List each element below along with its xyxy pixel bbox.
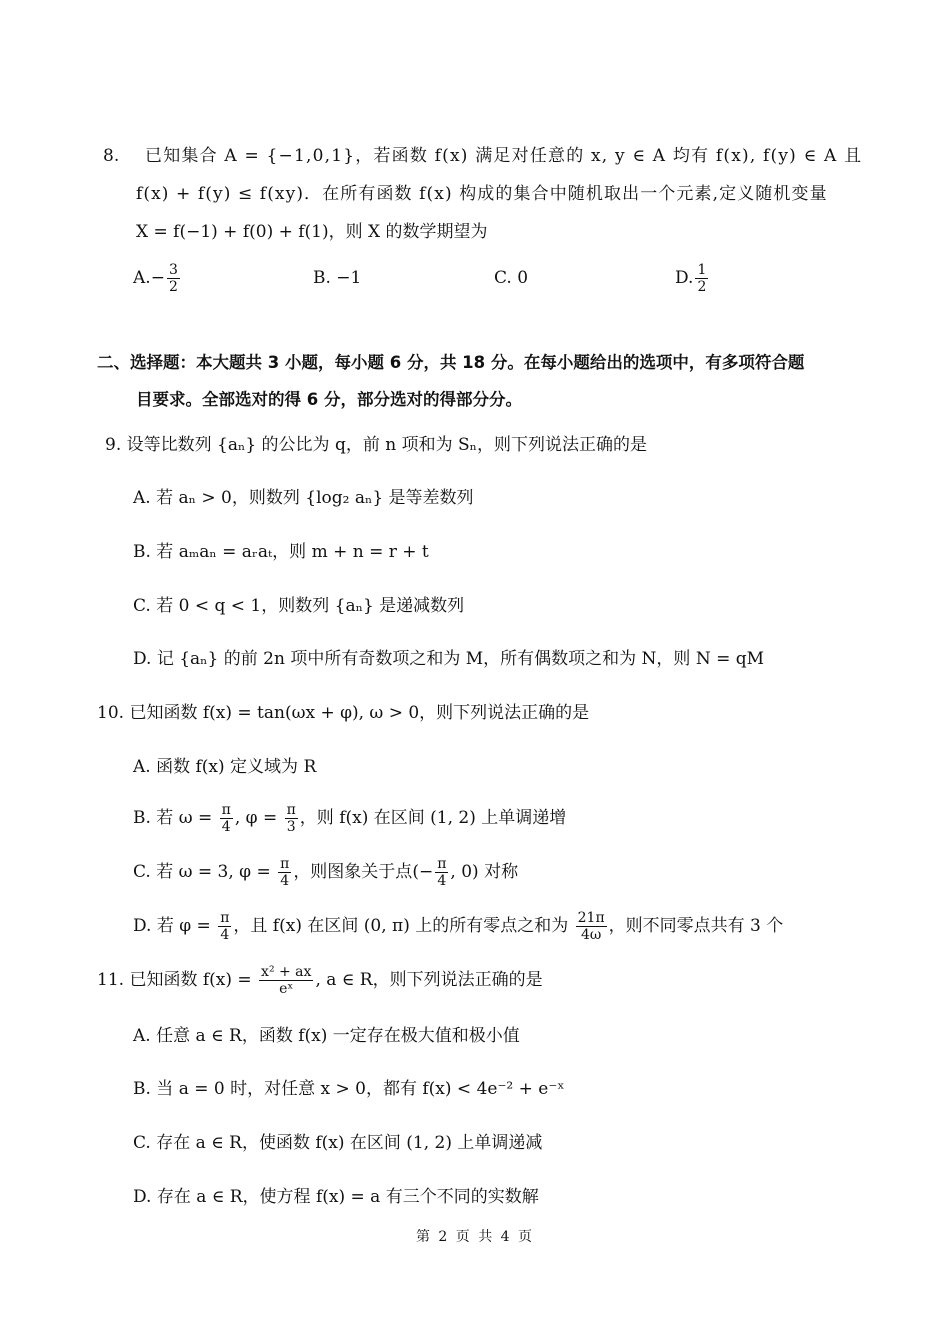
omega-fraction xyxy=(220,802,233,835)
frac-numerator: 21π xyxy=(577,910,605,926)
section2-heading-line2: 目要求。全部选对的得 6 分，部分选对的得部分分。 xyxy=(136,390,522,409)
frac-numerator: x² + ax xyxy=(261,964,312,980)
q11-option-b: B. 当 a = 0 时，对任意 x > 0，都有 f(x) < 4e⁻² + e⁻ˣ xyxy=(133,1079,565,1099)
q8-stem-line2: f(x) + f(y) ≤ f(xy)．在所有函数 f(x) 构成的集合中随机取出一个元素,定义随机变量 xyxy=(136,184,828,204)
frac-numerator: π xyxy=(286,802,296,818)
zero-sum-fraction xyxy=(576,910,607,943)
q8-option-a-label: A. xyxy=(133,268,151,288)
frac-denominator: 4ω xyxy=(580,927,602,943)
q10-option-c xyxy=(133,856,518,889)
frac-denominator: 2 xyxy=(697,279,707,295)
frac-denominator: 4 xyxy=(280,873,290,889)
q8-option-a-fraction xyxy=(167,262,180,295)
q10-option-d-pre: D. 若 φ = xyxy=(133,916,211,936)
q11-option-d: D. 存在 a ∈ R，使方程 f(x) = a 有三个不同的实数解 xyxy=(133,1187,539,1207)
page-footer: 第 2 页 共 4 页 xyxy=(415,1229,535,1245)
q8-option-d-fraction xyxy=(695,262,708,295)
q11-option-a: A. 任意 a ∈ R，函数 f(x) 一定存在极大值和极小值 xyxy=(133,1026,520,1046)
frac-numerator: π xyxy=(220,910,230,926)
q9-stem: 9. 设等比数列 {aₙ} 的公比为 q，前 n 项和为 Sₙ，则下列说法正确的是 xyxy=(105,435,647,455)
phi-fraction xyxy=(218,910,231,943)
q9-option-a: A. 若 aₙ > 0，则数列 {log₂ aₙ} 是等差数列 xyxy=(133,488,474,508)
q8-option-c: C. 0 xyxy=(494,268,529,288)
q10-option-b-pre: B. 若 ω = xyxy=(133,808,213,828)
q10-stem: 10. 已知函数 f(x) = tan(ωx + φ), ω > 0，则下列说法正确的是 xyxy=(97,703,590,723)
q8-option-d-label: D. xyxy=(675,268,694,288)
q11-stem xyxy=(97,964,543,997)
frac-numerator: 1 xyxy=(697,262,707,278)
point-fraction xyxy=(435,856,448,889)
point-open: (− xyxy=(412,862,434,882)
q10-option-b xyxy=(133,802,566,835)
q8-stem-line3: X = f(−1) + f(0) + f(1)，则 X 的数学期望为 xyxy=(136,222,488,242)
q8-stem-line1: 已知集合 A = {−1,0,1}，若函数 f(x) 满足对任意的 x, y ∈ A 均有 f(x), f(y) ∈ A 且 xyxy=(145,146,863,166)
q11-option-c: C. 存在 a ∈ R，使函数 f(x) 在区间 (1, 2) 上单调递减 xyxy=(133,1133,543,1153)
frac-denominator: 4 xyxy=(221,819,231,835)
q8-option-a-sign: − xyxy=(150,268,165,288)
q10-option-d-mid: ，且 f(x) 在区间 (0, π) 上的所有零点之和为 xyxy=(233,916,569,936)
q8-option-a xyxy=(133,262,182,295)
frac-denominator: 4 xyxy=(220,927,230,943)
q8-option-d xyxy=(675,262,710,295)
frac-denominator: 3 xyxy=(286,819,296,835)
q9-option-c: C. 若 0 < q < 1，则数列 {aₙ} 是递减数列 xyxy=(133,596,465,616)
phi-fraction xyxy=(278,856,291,889)
frac-numerator: π xyxy=(280,856,290,872)
frac-denominator: 2 xyxy=(168,279,178,295)
q11-stem-post: , a ∈ R，则下列说法正确的是 xyxy=(315,970,543,990)
q10-option-b-post: ，则 f(x) 在区间 (1, 2) 上单调递增 xyxy=(299,808,567,828)
q10-option-a: A. 函数 f(x) 定义域为 R xyxy=(133,757,317,777)
frac-numerator: π xyxy=(437,856,447,872)
frac-numerator: π xyxy=(221,802,231,818)
q10-option-d xyxy=(133,910,783,943)
q9-option-b: B. 若 aₘaₙ = aᵣaₜ，则 m + n = r + t xyxy=(133,542,429,562)
q10-option-c-post: 对称 xyxy=(484,862,519,882)
phi-fraction xyxy=(285,802,298,835)
point-close: , 0) xyxy=(450,862,479,882)
q10-option-d-post: ，则不同零点共有 3 个 xyxy=(608,916,784,936)
q10-option-b-mid: , φ = xyxy=(234,808,278,828)
q10-option-c-pre: C. 若 ω = 3, φ = xyxy=(133,862,271,882)
function-fraction xyxy=(259,964,313,997)
section2-heading-line1: 二、选择题：本大题共 3 小题，每小题 6 分，共 18 分。在每小题给出的选项中，有多项符合题 xyxy=(97,353,805,372)
frac-denominator: 4 xyxy=(437,873,447,889)
q9-option-d: D. 记 {aₙ} 的前 2n 项中所有奇数项之和为 M，所有偶数项之和为 N，则 N = qM xyxy=(133,649,765,669)
q8-option-b: B. −1 xyxy=(313,268,362,288)
q8-number: 8. xyxy=(103,146,120,166)
frac-numerator: 3 xyxy=(168,262,178,278)
q11-stem-pre: 11. 已知函数 f(x) = xyxy=(97,970,252,990)
q10-option-c-mid: ，则图象关于点 xyxy=(293,862,413,882)
frac-denominator: eˣ xyxy=(279,981,294,997)
